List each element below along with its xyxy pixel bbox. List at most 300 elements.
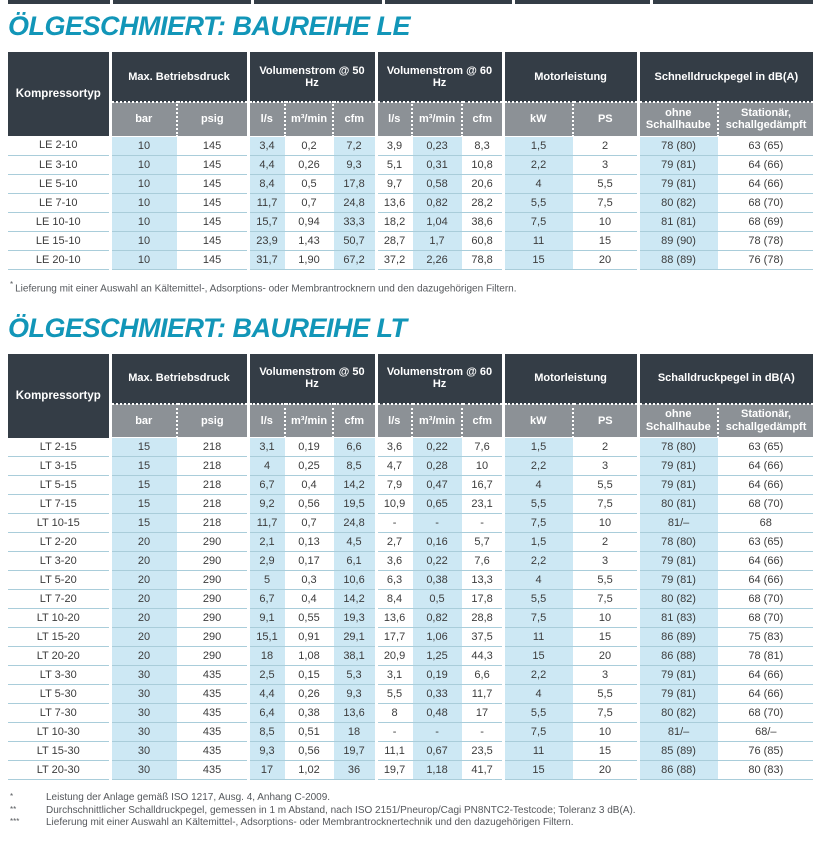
data-cell: 15	[503, 250, 573, 269]
row-label: LT 3-20	[8, 552, 110, 571]
data-cell: 8,3	[462, 136, 503, 155]
table-row	[8, 136, 813, 155]
row-label: LT 2-20	[8, 533, 110, 552]
data-cell: 7,5	[503, 723, 573, 742]
data-cell: 7,9	[376, 476, 412, 495]
data-cell: 0,67	[412, 742, 462, 761]
sub-header: psig	[177, 404, 248, 438]
row-label: LT 3-30	[8, 666, 110, 685]
data-cell: 5,5	[503, 590, 573, 609]
table-row	[8, 552, 813, 571]
data-cell: 145	[177, 136, 248, 155]
data-cell: 9,3	[333, 685, 376, 704]
data-cell: 4,4	[248, 155, 285, 174]
data-cell: 7,6	[462, 552, 503, 571]
data-cell: 145	[177, 231, 248, 250]
table-row	[8, 476, 813, 495]
footnote-row	[10, 792, 813, 805]
data-cell: 5,5	[573, 685, 638, 704]
data-cell: 6,1	[333, 552, 376, 571]
data-cell: 19,7	[376, 761, 412, 780]
data-cell: 64 (66)	[718, 457, 813, 476]
sub-header: l/s	[376, 102, 412, 136]
data-cell: 8	[376, 704, 412, 723]
data-cell: 10	[110, 250, 177, 269]
data-cell: 5,5	[503, 495, 573, 514]
data-cell: 9,1	[248, 609, 285, 628]
data-cell: 20	[573, 761, 638, 780]
group-header: Schalldruckpegel in dB(A)	[638, 354, 813, 404]
data-cell: 10	[573, 609, 638, 628]
data-cell: 17,8	[333, 174, 376, 193]
data-cell: 13,6	[376, 193, 412, 212]
data-cell: 2,26	[412, 250, 462, 269]
section-title-le: ÖLGESCHMIERT: BAUREIHE LE	[8, 11, 411, 41]
data-cell: 24,8	[333, 193, 376, 212]
table-row	[8, 514, 813, 533]
data-cell: 75 (83)	[718, 628, 813, 647]
data-cell: 7,5	[573, 193, 638, 212]
sub-header: l/s	[248, 404, 285, 438]
data-cell: 0,82	[412, 193, 462, 212]
data-cell: 6,6	[333, 438, 376, 457]
sub-header: kW	[503, 102, 573, 136]
row-label: LE 2-10	[8, 136, 110, 155]
data-cell: 50,7	[333, 231, 376, 250]
data-cell: 37,5	[462, 628, 503, 647]
row-label: LT 2-15	[8, 438, 110, 457]
footnote-text: Lieferung mit einer Auswahl an Kältemittel-, Adsorptions- oder Membrantrocknern und den dazugehörigen Filtern.	[15, 282, 517, 294]
data-cell: 1,02	[285, 761, 333, 780]
data-cell: 1,25	[412, 647, 462, 666]
group-header: Volumenstrom @ 50 Hz	[248, 354, 376, 404]
data-cell: 7,6	[462, 438, 503, 457]
data-cell: 0,55	[285, 609, 333, 628]
data-cell: 3,1	[376, 666, 412, 685]
sub-header: bar	[110, 102, 177, 136]
data-cell: 0,2	[285, 136, 333, 155]
data-cell: 36	[333, 761, 376, 780]
data-cell: 6,7	[248, 476, 285, 495]
data-cell: 0,94	[285, 212, 333, 231]
data-cell: -	[412, 723, 462, 742]
data-cell: 8,5	[333, 457, 376, 476]
data-cell: 20	[110, 609, 177, 628]
data-cell: 4	[503, 571, 573, 590]
data-cell: 10	[573, 212, 638, 231]
data-cell: 79 (81)	[638, 174, 718, 193]
data-cell: 11,7	[462, 685, 503, 704]
data-cell: 145	[177, 250, 248, 269]
data-cell: 80 (83)	[718, 761, 813, 780]
data-cell: 218	[177, 438, 248, 457]
data-cell: 10	[110, 212, 177, 231]
data-cell: 5,5	[573, 174, 638, 193]
data-cell: 435	[177, 685, 248, 704]
data-cell: 38,6	[462, 212, 503, 231]
footnote-le	[10, 280, 813, 295]
table-row	[8, 212, 813, 231]
data-cell: 20	[573, 250, 638, 269]
data-cell: 7,5	[503, 609, 573, 628]
table-row	[8, 704, 813, 723]
data-cell: 14,2	[333, 590, 376, 609]
data-cell: 2,2	[503, 457, 573, 476]
section-title-lt: ÖLGESCHMIERT: BAUREIHE LT	[8, 312, 407, 343]
data-cell: 1,5	[503, 533, 573, 552]
data-cell: 15	[573, 628, 638, 647]
data-cell: 5,5	[376, 685, 412, 704]
sub-header: Stationär, schallgedämpft	[718, 102, 813, 136]
group-header: Max. Betriebsdruck	[110, 52, 248, 102]
data-cell: 88 (89)	[638, 250, 718, 269]
group-header: Max. Betriebsdruck	[110, 354, 248, 404]
data-cell: 5,3	[333, 666, 376, 685]
data-cell: 2,5	[248, 666, 285, 685]
data-cell: 0,4	[285, 590, 333, 609]
data-cell: 290	[177, 590, 248, 609]
data-cell: 7,5	[573, 590, 638, 609]
data-cell: 79 (81)	[638, 571, 718, 590]
data-cell: 24,8	[333, 514, 376, 533]
data-cell: 4	[503, 174, 573, 193]
data-cell: -	[412, 514, 462, 533]
sub-header: m³/min	[412, 102, 462, 136]
data-cell: 10,6	[333, 571, 376, 590]
row-label: LT 7-30	[8, 704, 110, 723]
data-cell: 30	[110, 723, 177, 742]
sub-header: ohne Schallhaube	[638, 404, 718, 438]
data-cell: 7,5	[573, 495, 638, 514]
data-cell: 8,4	[248, 174, 285, 193]
data-cell: 19,7	[333, 742, 376, 761]
data-cell: 4	[248, 457, 285, 476]
data-cell: 0,22	[412, 438, 462, 457]
section-baureihe-le	[8, 11, 813, 295]
data-cell: 64 (66)	[718, 571, 813, 590]
data-cell: 16,7	[462, 476, 503, 495]
row-label: LE 20-10	[8, 250, 110, 269]
data-cell: 10,8	[462, 155, 503, 174]
data-cell: 2,2	[503, 552, 573, 571]
sub-header: bar	[110, 404, 177, 438]
data-cell: 0,48	[412, 704, 462, 723]
column-header-kompressortyp: Kompressortyp	[8, 52, 110, 136]
data-cell: 13,6	[333, 704, 376, 723]
data-cell: 15	[110, 514, 177, 533]
table-row	[8, 761, 813, 780]
data-cell: 0,13	[285, 533, 333, 552]
data-cell: 0,38	[412, 571, 462, 590]
data-cell: 11	[503, 742, 573, 761]
data-cell: 81 (83)	[638, 609, 718, 628]
data-cell: 0,7	[285, 514, 333, 533]
data-cell: 13,6	[376, 609, 412, 628]
data-cell: 10	[462, 457, 503, 476]
group-header: Motorleistung	[503, 52, 638, 102]
data-cell: 8,4	[376, 590, 412, 609]
data-cell: 68 (70)	[718, 704, 813, 723]
data-cell: 20	[110, 628, 177, 647]
data-cell: 11	[503, 231, 573, 250]
data-cell: 20	[110, 590, 177, 609]
data-cell: 3	[573, 457, 638, 476]
data-cell: 68 (70)	[718, 609, 813, 628]
data-cell: 20	[110, 647, 177, 666]
data-cell: 41,7	[462, 761, 503, 780]
data-cell: 0,7	[285, 193, 333, 212]
data-cell: 0,26	[285, 685, 333, 704]
data-cell: 145	[177, 212, 248, 231]
data-cell: 7,2	[333, 136, 376, 155]
data-cell: 1,90	[285, 250, 333, 269]
data-cell: 0,58	[412, 174, 462, 193]
group-header: Schnelldruckpegel in dB(A)	[638, 52, 813, 102]
row-label: LT 10-20	[8, 609, 110, 628]
data-cell: 0,33	[412, 685, 462, 704]
data-cell: 5,5	[503, 193, 573, 212]
data-cell: 10,9	[376, 495, 412, 514]
data-cell: 13,3	[462, 571, 503, 590]
data-cell: 15,1	[248, 628, 285, 647]
data-cell: 20	[573, 647, 638, 666]
sub-header: cfm	[462, 404, 503, 438]
row-label: LT 10-15	[8, 514, 110, 533]
compressor-table-lt	[8, 354, 813, 781]
data-cell: 15,7	[248, 212, 285, 231]
data-cell: 290	[177, 628, 248, 647]
data-cell: 6,7	[248, 590, 285, 609]
data-cell: 0,65	[412, 495, 462, 514]
data-cell: 11,7	[248, 514, 285, 533]
row-label: LE 15-10	[8, 231, 110, 250]
row-label: LE 5-10	[8, 174, 110, 193]
data-cell: -	[462, 723, 503, 742]
data-cell: 6,3	[376, 571, 412, 590]
data-cell: 9,3	[248, 742, 285, 761]
data-cell: 68 (70)	[718, 590, 813, 609]
data-cell: 28,8	[462, 609, 503, 628]
data-cell: 6,6	[462, 666, 503, 685]
data-cell: 14,2	[333, 476, 376, 495]
data-cell: 218	[177, 457, 248, 476]
table-row	[8, 685, 813, 704]
footnote-marker: ***	[10, 817, 20, 827]
data-cell: 60,8	[462, 231, 503, 250]
data-cell: 0,82	[412, 609, 462, 628]
data-cell: 4,7	[376, 457, 412, 476]
data-cell: 78 (81)	[718, 647, 813, 666]
footnote-text: Leistung der Anlage gemäß ISO 1217, Ausg. 4, Anhang C-2009.	[46, 792, 331, 804]
table-row	[8, 533, 813, 552]
data-cell: 5	[248, 571, 285, 590]
data-cell: 1,5	[503, 136, 573, 155]
data-cell: 1,08	[285, 647, 333, 666]
table-row	[8, 590, 813, 609]
table-row	[8, 495, 813, 514]
data-cell: 79 (81)	[638, 457, 718, 476]
data-cell: 1,06	[412, 628, 462, 647]
data-cell: 30	[110, 704, 177, 723]
data-cell: 218	[177, 495, 248, 514]
data-cell: 0,28	[412, 457, 462, 476]
data-cell: 85 (89)	[638, 742, 718, 761]
data-cell: 0,23	[412, 136, 462, 155]
sub-header: psig	[177, 102, 248, 136]
data-cell: 2,2	[503, 155, 573, 174]
data-cell: 10	[110, 155, 177, 174]
data-cell: 19,5	[333, 495, 376, 514]
footnote-marker: *	[10, 792, 14, 802]
data-cell: 3,6	[376, 438, 412, 457]
data-cell: 68	[718, 514, 813, 533]
data-cell: 78 (78)	[718, 231, 813, 250]
data-cell: 2	[573, 533, 638, 552]
data-cell: 68 (69)	[718, 212, 813, 231]
data-cell: 11,1	[376, 742, 412, 761]
row-label: LT 15-20	[8, 628, 110, 647]
data-cell: 10	[110, 136, 177, 155]
data-cell: 23,9	[248, 231, 285, 250]
data-cell: 79 (81)	[638, 552, 718, 571]
data-cell: 0,51	[285, 723, 333, 742]
table-row	[8, 723, 813, 742]
data-cell: 290	[177, 533, 248, 552]
group-header: Volumenstrom @ 50 Hz	[248, 52, 376, 102]
row-label: LT 20-30	[8, 761, 110, 780]
row-label: LT 20-20	[8, 647, 110, 666]
data-cell: 0,31	[412, 155, 462, 174]
data-cell: 79 (81)	[638, 155, 718, 174]
data-cell: 10	[110, 231, 177, 250]
sub-header: l/s	[376, 404, 412, 438]
data-cell: 29,1	[333, 628, 376, 647]
sub-header: cfm	[333, 404, 376, 438]
sub-header: m³/min	[285, 102, 333, 136]
sub-header: kW	[503, 404, 573, 438]
data-cell: 20	[110, 533, 177, 552]
footnotes-lt	[10, 792, 813, 830]
data-cell: 37,2	[376, 250, 412, 269]
data-cell: 10	[573, 723, 638, 742]
data-cell: 78 (80)	[638, 438, 718, 457]
data-cell: 9,7	[376, 174, 412, 193]
data-cell: 63 (65)	[718, 136, 813, 155]
data-cell: 0,5	[285, 174, 333, 193]
cropped-table-edge	[8, 0, 813, 4]
data-cell: 5,1	[376, 155, 412, 174]
data-cell: 9,2	[248, 495, 285, 514]
data-cell: 290	[177, 647, 248, 666]
data-cell: 79 (81)	[638, 476, 718, 495]
data-cell: 63 (65)	[718, 533, 813, 552]
sub-header: cfm	[333, 102, 376, 136]
data-cell: 10	[573, 514, 638, 533]
sub-header: PS	[573, 404, 638, 438]
row-label: LE 10-10	[8, 212, 110, 231]
data-cell: 80 (81)	[638, 495, 718, 514]
data-cell: 6,4	[248, 704, 285, 723]
data-cell: 67,2	[333, 250, 376, 269]
data-cell: 1,04	[412, 212, 462, 231]
data-cell: 290	[177, 571, 248, 590]
footnote-marker: *	[10, 279, 14, 289]
data-cell: -	[462, 514, 503, 533]
table-row	[8, 571, 813, 590]
data-cell: 86 (89)	[638, 628, 718, 647]
row-label: LT 7-20	[8, 590, 110, 609]
table-row	[8, 250, 813, 269]
data-cell: 80 (82)	[638, 704, 718, 723]
data-cell: 17,8	[462, 590, 503, 609]
data-cell: 8,5	[248, 723, 285, 742]
data-cell: 4,5	[333, 533, 376, 552]
table-row	[8, 666, 813, 685]
data-cell: 15	[110, 495, 177, 514]
data-cell: -	[376, 723, 412, 742]
data-cell: 0,26	[285, 155, 333, 174]
sub-header: l/s	[248, 102, 285, 136]
data-cell: 28,7	[376, 231, 412, 250]
data-cell: 7,5	[573, 704, 638, 723]
row-label: LT 7-15	[8, 495, 110, 514]
data-cell: 435	[177, 742, 248, 761]
data-cell: 10	[110, 174, 177, 193]
compressor-table-le	[8, 52, 813, 270]
data-cell: 20	[110, 552, 177, 571]
data-cell: 2,1	[248, 533, 285, 552]
data-cell: 0,38	[285, 704, 333, 723]
sub-header: PS	[573, 102, 638, 136]
footnote-row	[10, 805, 813, 818]
data-cell: 11,7	[248, 193, 285, 212]
data-cell: 5,5	[573, 476, 638, 495]
group-header: Volumenstrom @ 60 Hz	[376, 52, 503, 102]
data-cell: 0,5	[412, 590, 462, 609]
data-cell: 0,17	[285, 552, 333, 571]
column-header-kompressortyp: Kompressortyp	[8, 354, 110, 438]
data-cell: 64 (66)	[718, 666, 813, 685]
data-cell: 28,2	[462, 193, 503, 212]
data-cell: 0,47	[412, 476, 462, 495]
footnote-text: Durchschnittlicher Schalldruckpegel, gemessen in 1 m Abstand, nach ISO 2151/Pneurop/Cagi PN8NTC2-Testcode; Toleranz 3 dB(A).	[46, 804, 636, 816]
data-cell: 0,16	[412, 533, 462, 552]
data-cell: 64 (66)	[718, 476, 813, 495]
data-cell: 435	[177, 723, 248, 742]
data-cell: 145	[177, 174, 248, 193]
row-label: LT 5-20	[8, 571, 110, 590]
data-cell: 11	[503, 628, 573, 647]
data-cell: 18,2	[376, 212, 412, 231]
data-cell: 1,43	[285, 231, 333, 250]
data-cell: 290	[177, 609, 248, 628]
data-cell: 1,7	[412, 231, 462, 250]
data-cell: 2,2	[503, 666, 573, 685]
table-row	[8, 647, 813, 666]
data-cell: 3,9	[376, 136, 412, 155]
group-header: Volumenstrom @ 60 Hz	[376, 354, 503, 404]
data-cell: 218	[177, 514, 248, 533]
data-cell: 0,56	[285, 495, 333, 514]
data-cell: 3	[573, 155, 638, 174]
data-cell: 3	[573, 552, 638, 571]
data-cell: 435	[177, 761, 248, 780]
data-cell: 7,5	[503, 514, 573, 533]
data-cell: 17	[248, 761, 285, 780]
data-cell: 15	[110, 438, 177, 457]
data-cell: 30	[110, 742, 177, 761]
data-cell: 68 (70)	[718, 495, 813, 514]
